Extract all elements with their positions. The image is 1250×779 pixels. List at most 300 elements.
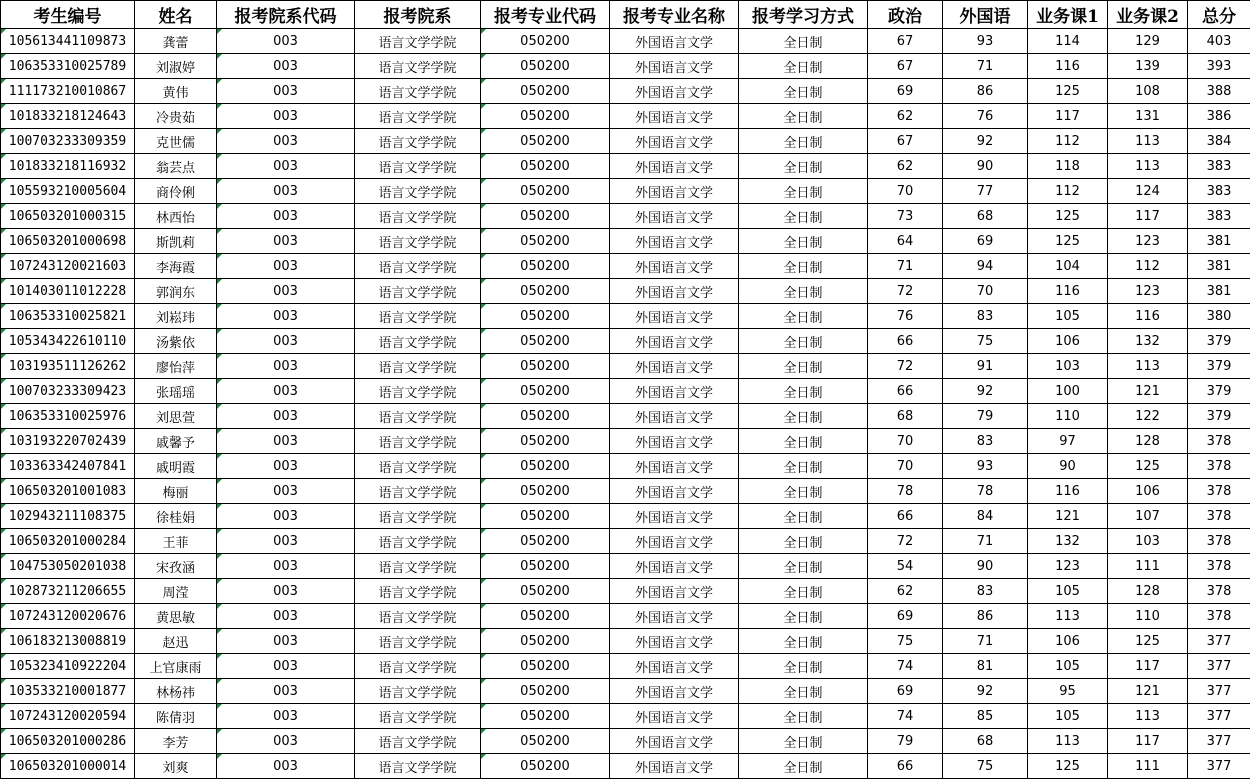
table-row	[1, 254, 1250, 279]
cell-politics: 79	[868, 729, 943, 754]
cell-total: 383	[1188, 204, 1250, 229]
cell-foreign-language: 83	[943, 579, 1028, 604]
table-row	[1, 629, 1250, 654]
cell-subject-1: 95	[1028, 679, 1108, 704]
cell-foreign-language: 93	[943, 454, 1028, 479]
cell-major-name: 外国语言文学	[610, 254, 739, 279]
cell-foreign-language: 75	[943, 754, 1028, 779]
cell-major-code: 050200	[481, 479, 610, 504]
header-foreign-language: 外国语	[943, 1, 1028, 29]
cell-subject-1: 116	[1028, 54, 1108, 79]
cell-dept: 语言文学学院	[355, 404, 481, 429]
cell-politics: 76	[868, 304, 943, 329]
cell-exam-id: 106503201000698	[1, 229, 135, 254]
table-row	[1, 229, 1250, 254]
cell-subject-1: 116	[1028, 279, 1108, 304]
cell-dept-code: 003	[217, 554, 355, 579]
cell-study-mode: 全日制	[739, 179, 868, 204]
cell-subject-1: 112	[1028, 129, 1108, 154]
cell-subject-1: 112	[1028, 179, 1108, 204]
cell-dept: 语言文学学院	[355, 679, 481, 704]
cell-study-mode: 全日制	[739, 379, 868, 404]
cell-name: 梅丽	[135, 479, 217, 504]
cell-politics: 62	[868, 579, 943, 604]
cell-exam-id: 107243120021603	[1, 254, 135, 279]
cell-major-code: 050200	[481, 504, 610, 529]
cell-dept: 语言文学学院	[355, 629, 481, 654]
table-row	[1, 554, 1250, 579]
cell-subject-2: 116	[1108, 304, 1188, 329]
cell-dept-code: 003	[217, 754, 355, 779]
cell-foreign-language: 68	[943, 729, 1028, 754]
cell-subject-1: 125	[1028, 204, 1108, 229]
cell-politics: 66	[868, 379, 943, 404]
cell-dept: 语言文学学院	[355, 254, 481, 279]
cell-total: 378	[1188, 529, 1250, 554]
cell-dept-code: 003	[217, 254, 355, 279]
table-row	[1, 79, 1250, 104]
cell-name: 徐桂娟	[135, 504, 217, 529]
cell-major-code: 050200	[481, 204, 610, 229]
cell-politics: 70	[868, 179, 943, 204]
cell-foreign-language: 78	[943, 479, 1028, 504]
cell-major-name: 外国语言文学	[610, 179, 739, 204]
cell-total: 377	[1188, 754, 1250, 779]
cell-major-name: 外国语言文学	[610, 379, 739, 404]
cell-exam-id: 106353310025789	[1, 54, 135, 79]
cell-dept-code: 003	[217, 479, 355, 504]
cell-name: 克世儒	[135, 129, 217, 154]
cell-dept: 语言文学学院	[355, 654, 481, 679]
table-row	[1, 654, 1250, 679]
cell-subject-2: 129	[1108, 29, 1188, 54]
cell-subject-1: 105	[1028, 704, 1108, 729]
cell-foreign-language: 92	[943, 379, 1028, 404]
cell-study-mode: 全日制	[739, 729, 868, 754]
cell-name: 黄伟	[135, 79, 217, 104]
cell-total: 384	[1188, 129, 1250, 154]
cell-major-name: 外国语言文学	[610, 304, 739, 329]
cell-total: 378	[1188, 504, 1250, 529]
table-body	[1, 29, 1250, 779]
header-total: 总分	[1188, 1, 1250, 29]
cell-subject-2: 125	[1108, 454, 1188, 479]
cell-subject-2: 117	[1108, 654, 1188, 679]
cell-foreign-language: 92	[943, 679, 1028, 704]
cell-major-name: 外国语言文学	[610, 54, 739, 79]
cell-subject-1: 104	[1028, 254, 1108, 279]
cell-major-code: 050200	[481, 754, 610, 779]
cell-major-code: 050200	[481, 254, 610, 279]
cell-dept: 语言文学学院	[355, 304, 481, 329]
cell-major-name: 外国语言文学	[610, 329, 739, 354]
table-row	[1, 404, 1250, 429]
cell-major-name: 外国语言文学	[610, 754, 739, 779]
cell-politics: 69	[868, 604, 943, 629]
cell-name: 冷贵茹	[135, 104, 217, 129]
cell-exam-id: 102943211108375	[1, 504, 135, 529]
cell-name: 林西怡	[135, 204, 217, 229]
cell-subject-2: 106	[1108, 479, 1188, 504]
cell-study-mode: 全日制	[739, 429, 868, 454]
table-row	[1, 179, 1250, 204]
table-row	[1, 429, 1250, 454]
header-name: 姓名	[135, 1, 217, 29]
cell-total: 393	[1188, 54, 1250, 79]
cell-total: 378	[1188, 479, 1250, 504]
cell-exam-id: 106503201000014	[1, 754, 135, 779]
header-dept-code: 报考院系代码	[217, 1, 355, 29]
cell-major-code: 050200	[481, 354, 610, 379]
cell-dept-code: 003	[217, 129, 355, 154]
cell-subject-2: 107	[1108, 504, 1188, 529]
cell-major-code: 050200	[481, 404, 610, 429]
cell-subject-1: 117	[1028, 104, 1108, 129]
table-row	[1, 279, 1250, 304]
cell-foreign-language: 81	[943, 654, 1028, 679]
cell-study-mode: 全日制	[739, 579, 868, 604]
cell-subject-1: 125	[1028, 79, 1108, 104]
cell-subject-2: 128	[1108, 579, 1188, 604]
cell-major-code: 050200	[481, 579, 610, 604]
cell-total: 379	[1188, 329, 1250, 354]
cell-foreign-language: 77	[943, 179, 1028, 204]
cell-dept: 语言文学学院	[355, 729, 481, 754]
cell-subject-1: 105	[1028, 654, 1108, 679]
cell-foreign-language: 71	[943, 54, 1028, 79]
cell-study-mode: 全日制	[739, 754, 868, 779]
cell-name: 戚馨予	[135, 429, 217, 454]
table-row	[1, 504, 1250, 529]
cell-major-name: 外国语言文学	[610, 654, 739, 679]
cell-major-name: 外国语言文学	[610, 154, 739, 179]
cell-major-code: 050200	[481, 379, 610, 404]
cell-major-code: 050200	[481, 179, 610, 204]
cell-politics: 70	[868, 429, 943, 454]
cell-foreign-language: 94	[943, 254, 1028, 279]
header-row	[1, 1, 1250, 29]
cell-dept-code: 003	[217, 429, 355, 454]
cell-major-code: 050200	[481, 704, 610, 729]
cell-total: 381	[1188, 279, 1250, 304]
cell-exam-id: 101833218116932	[1, 154, 135, 179]
cell-foreign-language: 90	[943, 554, 1028, 579]
cell-foreign-language: 90	[943, 154, 1028, 179]
cell-major-code: 050200	[481, 604, 610, 629]
cell-politics: 62	[868, 104, 943, 129]
cell-subject-2: 113	[1108, 354, 1188, 379]
cell-major-name: 外国语言文学	[610, 79, 739, 104]
header-politics: 政治	[868, 1, 943, 29]
cell-politics: 66	[868, 504, 943, 529]
cell-dept-code: 003	[217, 329, 355, 354]
cell-dept: 语言文学学院	[355, 379, 481, 404]
cell-dept-code: 003	[217, 279, 355, 304]
table-row	[1, 154, 1250, 179]
cell-dept: 语言文学学院	[355, 704, 481, 729]
cell-subject-1: 106	[1028, 329, 1108, 354]
cell-exam-id: 103193511126262	[1, 354, 135, 379]
cell-subject-2: 112	[1108, 254, 1188, 279]
cell-politics: 69	[868, 679, 943, 704]
cell-total: 377	[1188, 654, 1250, 679]
table-row	[1, 204, 1250, 229]
table-row	[1, 604, 1250, 629]
cell-subject-2: 111	[1108, 554, 1188, 579]
cell-dept-code: 003	[217, 654, 355, 679]
cell-politics: 72	[868, 354, 943, 379]
cell-dept: 语言文学学院	[355, 29, 481, 54]
cell-dept-code: 003	[217, 54, 355, 79]
cell-politics: 73	[868, 204, 943, 229]
cell-name: 赵迅	[135, 629, 217, 654]
cell-major-code: 050200	[481, 429, 610, 454]
cell-major-name: 外国语言文学	[610, 504, 739, 529]
cell-major-code: 050200	[481, 304, 610, 329]
table-row	[1, 129, 1250, 154]
header-major-code: 报考专业代码	[481, 1, 610, 29]
cell-exam-id: 107243120020594	[1, 704, 135, 729]
cell-name: 龚蕾	[135, 29, 217, 54]
cell-total: 379	[1188, 354, 1250, 379]
cell-dept: 语言文学学院	[355, 504, 481, 529]
cell-major-code: 050200	[481, 229, 610, 254]
cell-foreign-language: 69	[943, 229, 1028, 254]
cell-foreign-language: 83	[943, 429, 1028, 454]
table-row	[1, 529, 1250, 554]
cell-exam-id: 106503201001083	[1, 479, 135, 504]
table-row	[1, 579, 1250, 604]
cell-politics: 66	[868, 754, 943, 779]
cell-politics: 67	[868, 29, 943, 54]
cell-name: 廖怡萍	[135, 354, 217, 379]
cell-subject-2: 128	[1108, 429, 1188, 454]
cell-exam-id: 101833218124643	[1, 104, 135, 129]
cell-name: 刘爽	[135, 754, 217, 779]
header-subject-1: 业务课1	[1028, 1, 1108, 29]
table-row	[1, 754, 1250, 779]
cell-major-code: 050200	[481, 554, 610, 579]
cell-politics: 64	[868, 229, 943, 254]
cell-exam-id: 105593210005604	[1, 179, 135, 204]
table-row	[1, 54, 1250, 79]
cell-study-mode: 全日制	[739, 629, 868, 654]
cell-dept-code: 003	[217, 204, 355, 229]
table-row	[1, 304, 1250, 329]
cell-politics: 72	[868, 279, 943, 304]
cell-subject-1: 110	[1028, 404, 1108, 429]
cell-name: 林杨祎	[135, 679, 217, 704]
header-exam-id: 考生编号	[1, 1, 135, 29]
cell-study-mode: 全日制	[739, 604, 868, 629]
cell-total: 403	[1188, 29, 1250, 54]
cell-subject-2: 122	[1108, 404, 1188, 429]
cell-major-code: 050200	[481, 654, 610, 679]
cell-major-code: 050200	[481, 529, 610, 554]
cell-major-code: 050200	[481, 329, 610, 354]
cell-major-code: 050200	[481, 679, 610, 704]
cell-major-name: 外国语言文学	[610, 104, 739, 129]
cell-major-code: 050200	[481, 54, 610, 79]
cell-name: 翁芸点	[135, 154, 217, 179]
cell-dept: 语言文学学院	[355, 529, 481, 554]
cell-subject-1: 106	[1028, 629, 1108, 654]
cell-total: 378	[1188, 579, 1250, 604]
cell-subject-1: 105	[1028, 304, 1108, 329]
cell-dept-code: 003	[217, 529, 355, 554]
cell-foreign-language: 71	[943, 529, 1028, 554]
cell-foreign-language: 83	[943, 304, 1028, 329]
cell-subject-1: 105	[1028, 579, 1108, 604]
cell-study-mode: 全日制	[739, 29, 868, 54]
header-major-name: 报考专业名称	[610, 1, 739, 29]
cell-subject-1: 118	[1028, 154, 1108, 179]
cell-study-mode: 全日制	[739, 654, 868, 679]
table-row	[1, 729, 1250, 754]
cell-total: 377	[1188, 629, 1250, 654]
cell-exam-id: 103193220702439	[1, 429, 135, 454]
cell-major-code: 050200	[481, 29, 610, 54]
cell-subject-2: 131	[1108, 104, 1188, 129]
cell-subject-2: 117	[1108, 204, 1188, 229]
cell-dept: 语言文学学院	[355, 604, 481, 629]
cell-foreign-language: 79	[943, 404, 1028, 429]
cell-dept: 语言文学学院	[355, 754, 481, 779]
cell-subject-2: 121	[1108, 379, 1188, 404]
cell-subject-1: 123	[1028, 554, 1108, 579]
cell-foreign-language: 71	[943, 629, 1028, 654]
cell-total: 378	[1188, 429, 1250, 454]
table-row	[1, 454, 1250, 479]
cell-total: 388	[1188, 79, 1250, 104]
cell-total: 381	[1188, 254, 1250, 279]
cell-major-name: 外国语言文学	[610, 429, 739, 454]
cell-study-mode: 全日制	[739, 504, 868, 529]
cell-dept: 语言文学学院	[355, 54, 481, 79]
cell-study-mode: 全日制	[739, 329, 868, 354]
cell-dept-code: 003	[217, 729, 355, 754]
cell-name: 商伶俐	[135, 179, 217, 204]
cell-dept: 语言文学学院	[355, 554, 481, 579]
cell-major-name: 外国语言文学	[610, 629, 739, 654]
cell-foreign-language: 84	[943, 504, 1028, 529]
cell-subject-1: 97	[1028, 429, 1108, 454]
cell-exam-id: 104753050201038	[1, 554, 135, 579]
cell-subject-1: 116	[1028, 479, 1108, 504]
cell-total: 379	[1188, 379, 1250, 404]
cell-name: 斯凯莉	[135, 229, 217, 254]
cell-name: 陈倩羽	[135, 704, 217, 729]
cell-dept-code: 003	[217, 379, 355, 404]
cell-name: 郭润东	[135, 279, 217, 304]
cell-study-mode: 全日制	[739, 54, 868, 79]
cell-name: 黄思敏	[135, 604, 217, 629]
cell-subject-2: 103	[1108, 529, 1188, 554]
cell-dept: 语言文学学院	[355, 454, 481, 479]
cell-politics: 54	[868, 554, 943, 579]
cell-exam-id: 111173210010867	[1, 79, 135, 104]
cell-dept: 语言文学学院	[355, 154, 481, 179]
cell-major-name: 外国语言文学	[610, 604, 739, 629]
cell-total: 378	[1188, 604, 1250, 629]
cell-major-name: 外国语言文学	[610, 404, 739, 429]
cell-subject-1: 113	[1028, 604, 1108, 629]
table-row	[1, 679, 1250, 704]
cell-foreign-language: 68	[943, 204, 1028, 229]
cell-foreign-language: 70	[943, 279, 1028, 304]
cell-politics: 74	[868, 654, 943, 679]
cell-dept: 语言文学学院	[355, 479, 481, 504]
cell-subject-2: 113	[1108, 129, 1188, 154]
cell-study-mode: 全日制	[739, 354, 868, 379]
cell-exam-id: 106353310025976	[1, 404, 135, 429]
cell-study-mode: 全日制	[739, 479, 868, 504]
cell-politics: 71	[868, 254, 943, 279]
cell-dept: 语言文学学院	[355, 329, 481, 354]
cell-subject-1: 125	[1028, 229, 1108, 254]
cell-exam-id: 103363342407841	[1, 454, 135, 479]
cell-total: 378	[1188, 554, 1250, 579]
cell-name: 张瑶瑶	[135, 379, 217, 404]
cell-subject-1: 103	[1028, 354, 1108, 379]
cell-exam-id: 106503201000315	[1, 204, 135, 229]
cell-total: 380	[1188, 304, 1250, 329]
cell-politics: 72	[868, 529, 943, 554]
cell-subject-1: 90	[1028, 454, 1108, 479]
cell-dept-code: 003	[217, 604, 355, 629]
cell-politics: 68	[868, 404, 943, 429]
cell-subject-2: 113	[1108, 704, 1188, 729]
cell-study-mode: 全日制	[739, 304, 868, 329]
cell-name: 周滢	[135, 579, 217, 604]
cell-dept: 语言文学学院	[355, 229, 481, 254]
cell-dept: 语言文学学院	[355, 354, 481, 379]
cell-major-name: 外国语言文学	[610, 279, 739, 304]
cell-politics: 69	[868, 79, 943, 104]
cell-subject-2: 125	[1108, 629, 1188, 654]
cell-name: 宋孜涵	[135, 554, 217, 579]
cell-dept: 语言文学学院	[355, 429, 481, 454]
cell-dept-code: 003	[217, 29, 355, 54]
cell-study-mode: 全日制	[739, 204, 868, 229]
cell-major-name: 外国语言文学	[610, 579, 739, 604]
cell-major-name: 外国语言文学	[610, 454, 739, 479]
cell-total: 377	[1188, 704, 1250, 729]
cell-name: 刘淑婷	[135, 54, 217, 79]
cell-major-code: 050200	[481, 454, 610, 479]
cell-major-code: 050200	[481, 154, 610, 179]
cell-politics: 74	[868, 704, 943, 729]
cell-dept-code: 003	[217, 629, 355, 654]
table-row	[1, 479, 1250, 504]
cell-study-mode: 全日制	[739, 279, 868, 304]
cell-major-name: 外国语言文学	[610, 204, 739, 229]
cell-exam-id: 100703233309359	[1, 129, 135, 154]
cell-name: 李海霞	[135, 254, 217, 279]
cell-exam-id: 105613441109873	[1, 29, 135, 54]
cell-politics: 70	[868, 454, 943, 479]
cell-major-code: 050200	[481, 729, 610, 754]
cell-major-name: 外国语言文学	[610, 229, 739, 254]
cell-name: 刘崧玮	[135, 304, 217, 329]
cell-exam-id: 106353310025821	[1, 304, 135, 329]
table-row	[1, 104, 1250, 129]
cell-subject-2: 117	[1108, 729, 1188, 754]
cell-exam-id: 106183213008819	[1, 629, 135, 654]
cell-total: 383	[1188, 154, 1250, 179]
cell-name: 上官康雨	[135, 654, 217, 679]
cell-subject-1: 132	[1028, 529, 1108, 554]
